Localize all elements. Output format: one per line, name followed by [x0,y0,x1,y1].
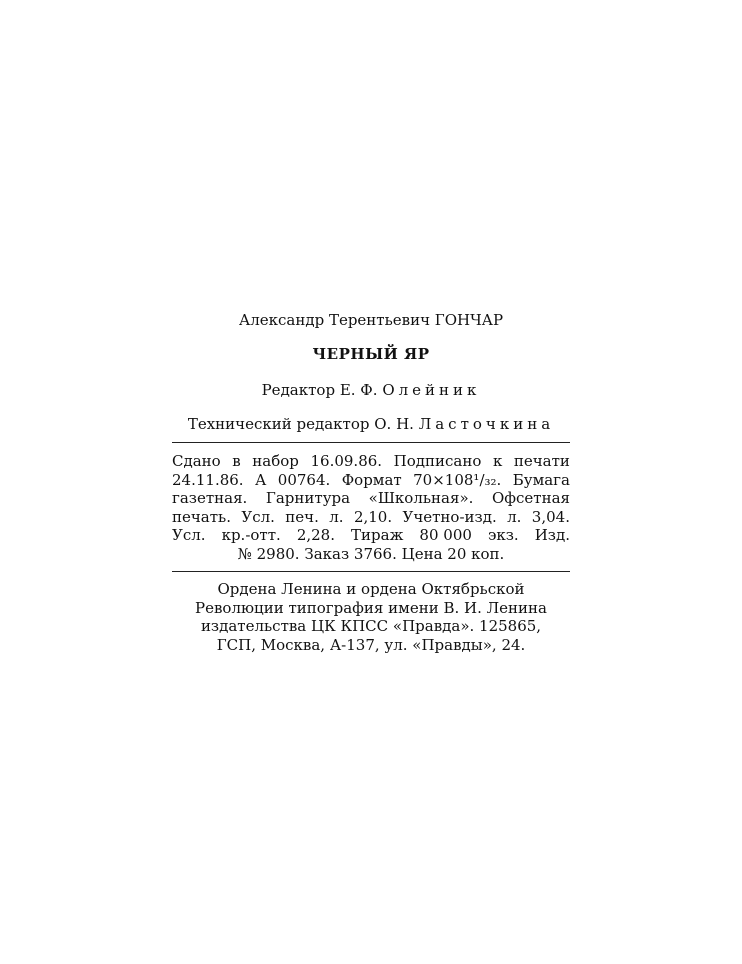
word: 24.11.86. [172,470,244,489]
editor-label: Редактор Е. Ф. [261,381,378,399]
divider-bottom [172,571,570,572]
word: кр.-отт. [221,526,281,544]
printer-line: Революции типография имени В. И. Ленина [195,598,547,617]
editor-name: Олейник [382,381,481,399]
print-details-line-last: № 2980. Заказ 3766. Цена 20 коп. [237,544,505,563]
tech-editor-label: Технический редактор О. Н. [187,415,414,433]
print-details-line [172,526,570,545]
author-name: Александр Терентьевич ГОНЧАР [238,311,504,329]
word: 2,28. [296,526,335,544]
word: 3,04. [531,507,570,526]
word: Усл. [241,507,275,526]
print-details-line [172,489,570,508]
word: экз. [487,526,519,544]
printer-line: издательства ЦК КПСС «Правда». 125865, [200,617,542,635]
word: Тираж [351,526,404,544]
print-details-line [172,471,570,490]
tech-editor-credit [172,412,570,436]
colophon [172,308,570,654]
word: к [492,452,503,470]
word: Усл. [172,526,206,544]
word: л. [329,507,344,526]
word: печ. [285,507,319,526]
editor-credit [172,378,570,402]
word: Бумага [512,470,570,489]
word: Учетно-изд. [402,507,497,526]
word: в [232,452,241,470]
word: Изд. [534,526,570,544]
print-details [172,452,570,563]
word: Подписано [393,452,482,470]
word: Гарнитура [265,489,351,507]
word: печати [513,452,570,470]
print-details-line [172,508,570,527]
word: 16.09.86. [310,452,383,470]
format-value: 70×108¹/₃₂. [413,470,502,489]
word: «Школьная». [368,489,474,507]
tech-editor-name: Ласточкина [418,415,555,433]
word: 2,10. [353,507,393,526]
word: 00764. [277,470,331,489]
word: Офсетная [491,489,570,507]
book-title: ЧЕРНЫЙ ЯР [312,345,430,363]
print-details-line [172,452,570,471]
word: Формат [341,470,402,489]
word: А [255,470,267,489]
printer-info [172,580,570,654]
printer-line: ГСП, Москва, А-137, ул. «Правды», 24. [216,635,526,654]
word: 80 000 [419,526,472,544]
word: л. [507,507,522,526]
printer-line: Ордена Ленина и ордена Октябрьской [217,580,525,598]
divider-top [172,442,570,443]
word: набор [252,452,299,470]
word: газетная. [172,489,248,507]
word: печать. [172,507,231,526]
word: Сдано [172,452,221,470]
